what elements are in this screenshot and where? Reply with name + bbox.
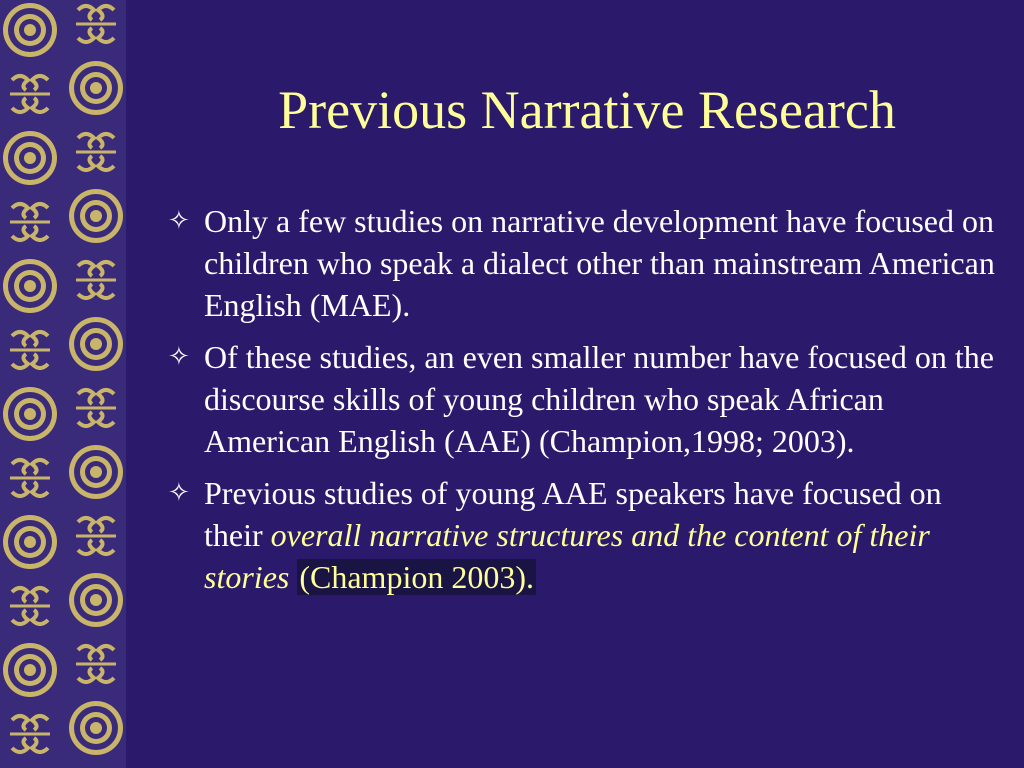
ring-motif-icon (69, 189, 123, 243)
ring-motif-icon (3, 3, 57, 57)
swirl-motif-icon (8, 200, 52, 244)
swirl-motif-icon (74, 130, 118, 174)
swirl-motif-icon (74, 2, 118, 46)
bullet-item (168, 336, 1008, 462)
ring-motif-icon (3, 515, 57, 569)
bullet-text: Of these studies, an even smaller number have focused on the discourse skills of young children who speak African American English (AAE) (Champion,1998; 2003). (204, 339, 994, 459)
citation-text: (Champion 2003). (299, 559, 534, 595)
swirl-motif-icon (8, 712, 52, 756)
ring-motif-icon (69, 573, 123, 627)
swirl-motif-icon (8, 584, 52, 628)
ring-motif-icon (3, 643, 57, 697)
swirl-motif-icon (74, 642, 118, 686)
bullet-text: Previous studies of young AAE speakers have focused on their (204, 475, 942, 553)
sparkle-bullet-icon: ✧ (168, 478, 190, 508)
swirl-motif-icon (74, 514, 118, 558)
ring-motif-icon (3, 387, 57, 441)
ring-motif-icon (69, 445, 123, 499)
ring-motif-icon (3, 259, 57, 313)
bullet-list (168, 200, 1008, 608)
swirl-motif-icon (74, 386, 118, 430)
swirl-motif-icon (8, 456, 52, 500)
bullet-text: Only a few studies on narrative development have focused on children who speak a dialect other than mainstream American English (MAE). (204, 203, 995, 323)
sparkle-bullet-icon: ✧ (168, 342, 190, 372)
slide-title: Previous Narrative Research (278, 80, 896, 140)
adinkra-pattern-icon (0, 0, 126, 768)
bullet-emphasis-text: overall narrative structures and the content of their stories (204, 517, 930, 595)
ring-motif-icon (69, 61, 123, 115)
swirl-motif-icon (74, 258, 118, 302)
swirl-motif-icon (8, 72, 52, 116)
decorative-border (0, 0, 126, 768)
ring-motif-icon (69, 317, 123, 371)
swirl-motif-icon (8, 328, 52, 372)
sparkle-bullet-icon: ✧ (168, 206, 190, 236)
ring-motif-icon (69, 701, 123, 755)
bullet-item (168, 472, 1008, 598)
bullet-item (168, 200, 1008, 326)
ring-motif-icon (3, 131, 57, 185)
